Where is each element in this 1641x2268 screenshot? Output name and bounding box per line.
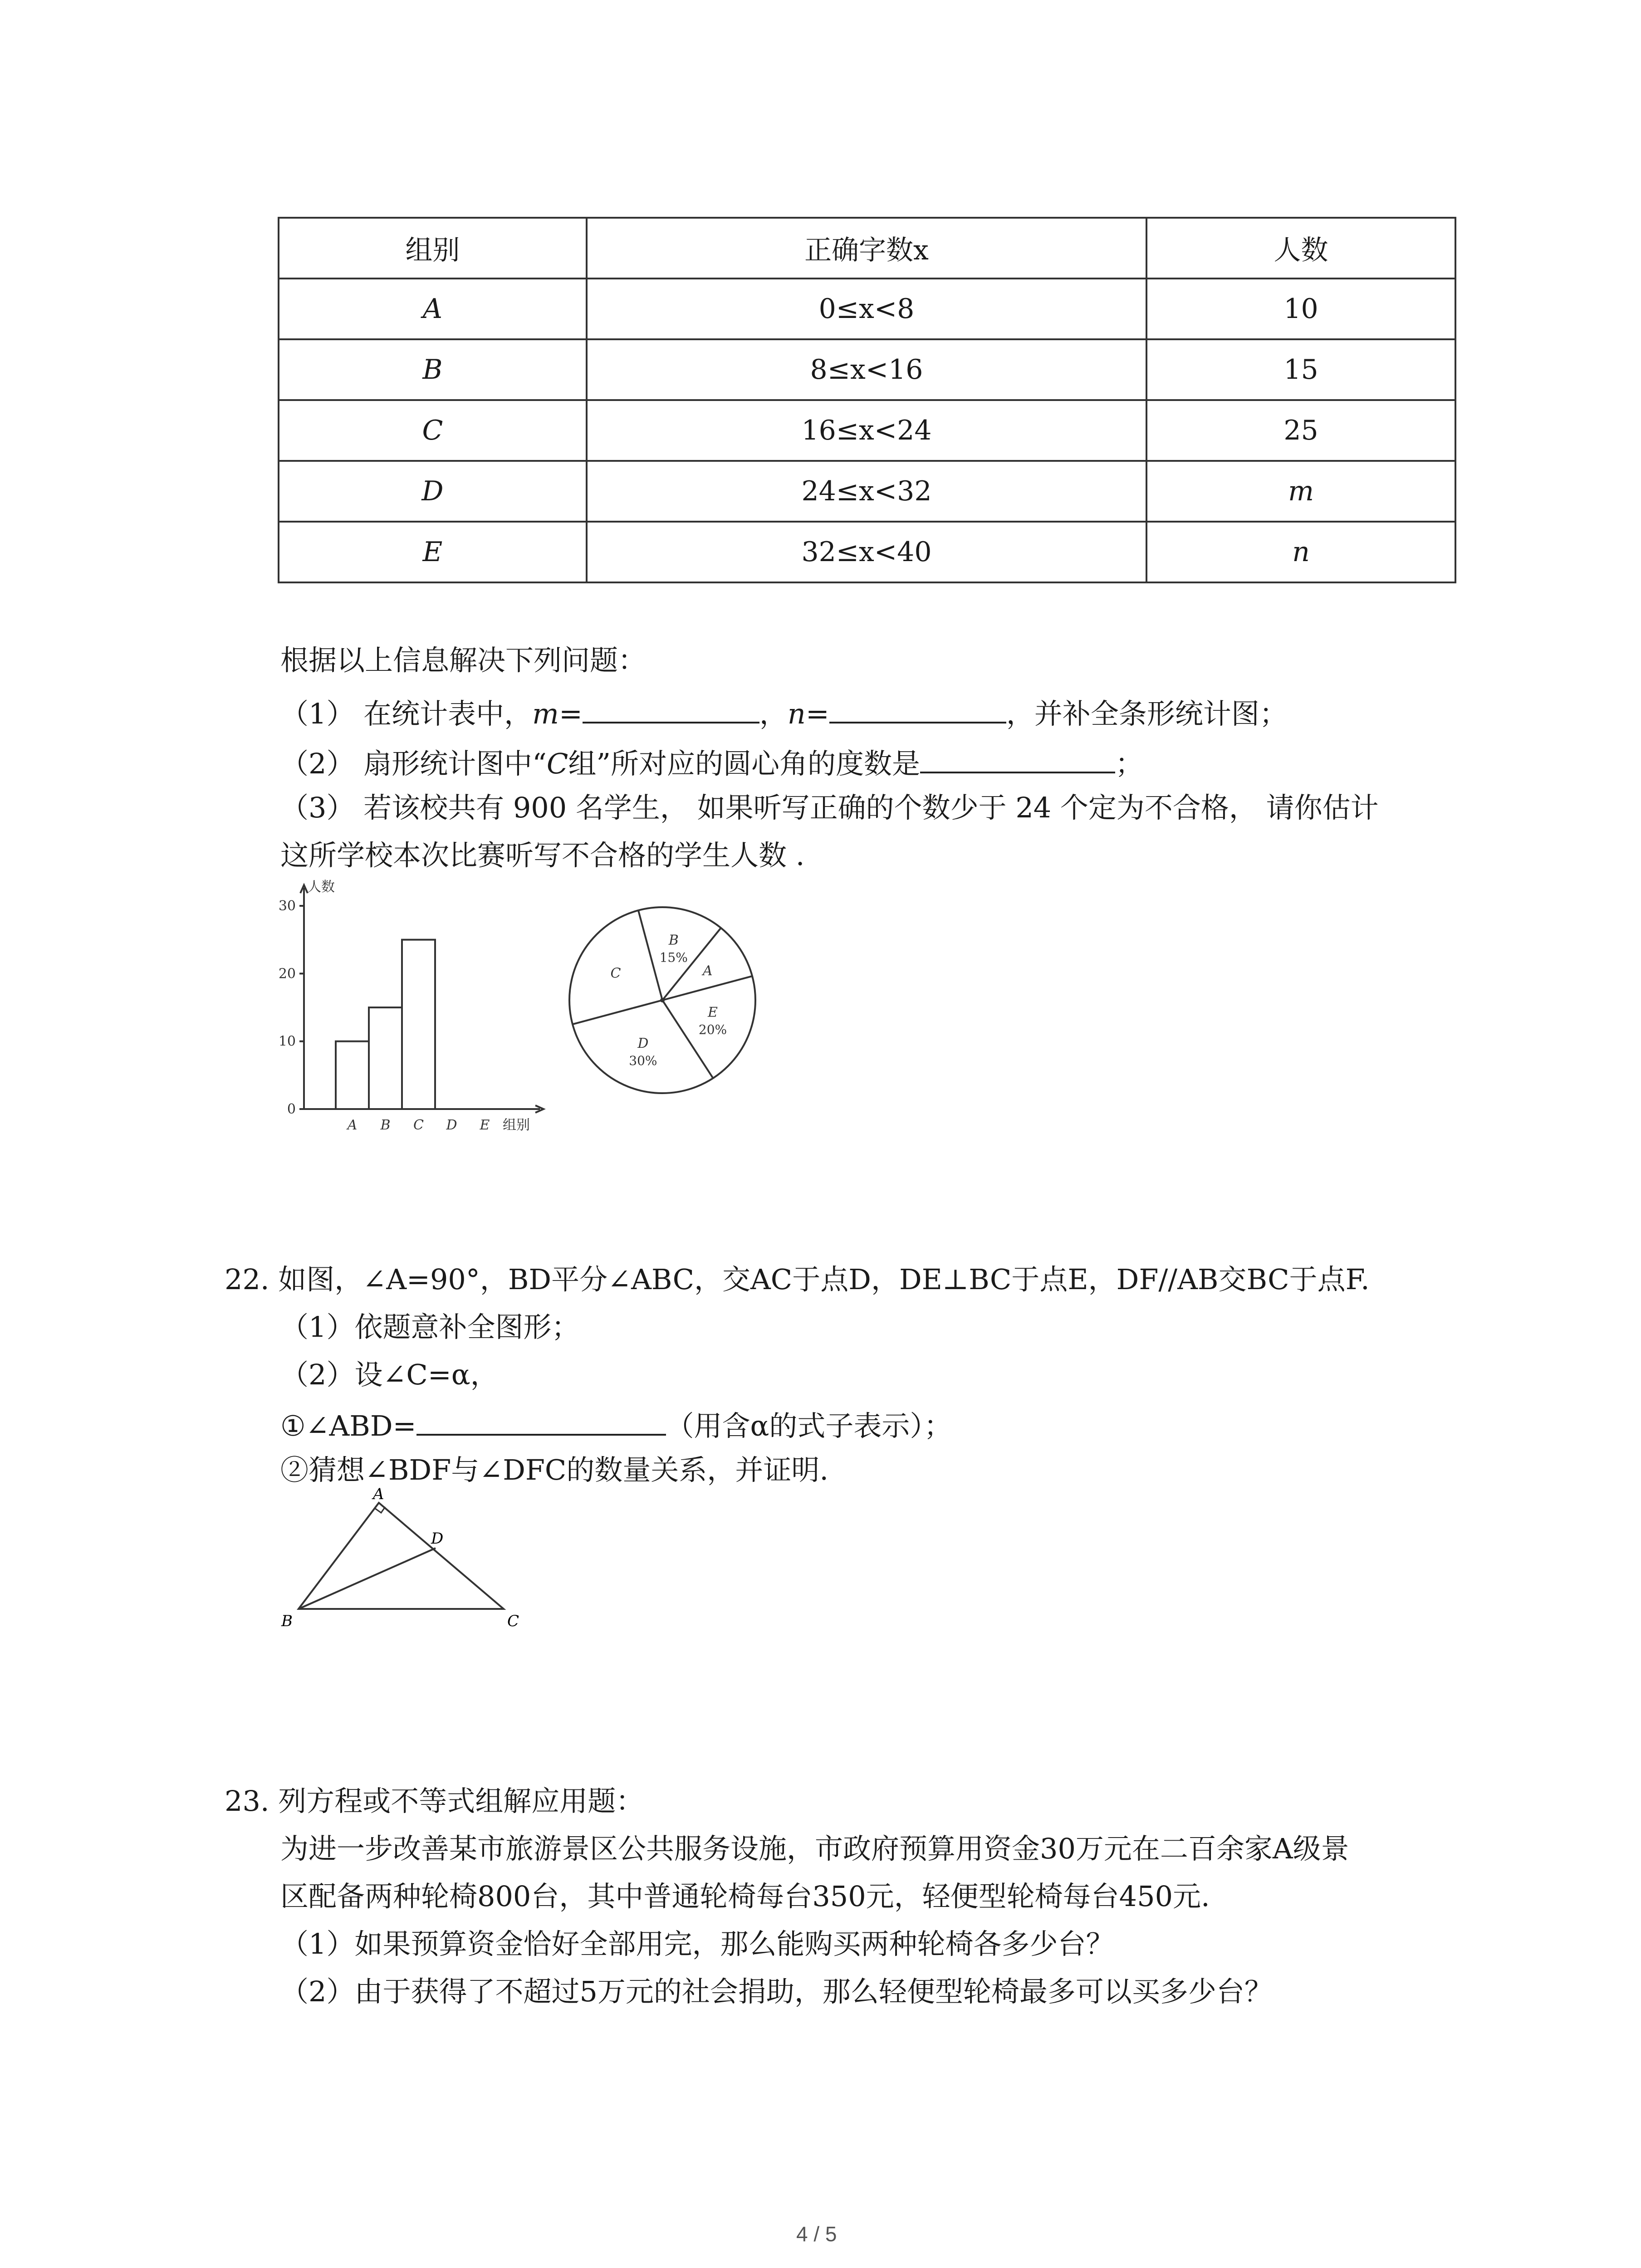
q22-part2-sub2: ②猜想∠BDF与∠DFC的数量关系，并证明. xyxy=(280,1453,829,1486)
q23-part2: （2）由于获得了不超过5万元的社会捐助，那么轻便型轮椅最多可以买多少台？ xyxy=(280,1975,1273,2008)
slice-label-C: C xyxy=(610,965,621,982)
cell-count: n xyxy=(1146,522,1455,582)
x-axis-label: 组别 xyxy=(503,1117,530,1133)
slice-pct-E: 20% xyxy=(698,1022,727,1037)
cell-range: 16≤x<24 xyxy=(587,400,1146,461)
q23-context-line2: 区配备两种轮椅800台，其中普通轮椅每台350元，轻便型轮椅每台450元. xyxy=(280,1880,1210,1913)
slice-pct-B: 15% xyxy=(659,950,688,965)
q22-abd-label: ①∠ABD= xyxy=(280,1409,416,1442)
cell-group: B xyxy=(279,339,587,400)
table-row xyxy=(279,339,1455,400)
cell-range: 8≤x<16 xyxy=(587,339,1146,400)
slice-pct-D: 30% xyxy=(629,1053,657,1069)
q21-part2 xyxy=(280,746,1143,778)
vertex-c-label: C xyxy=(507,1612,519,1630)
cell-range: 0≤x<8 xyxy=(587,279,1146,339)
answer-blank-n[interactable] xyxy=(829,696,1006,723)
table-row xyxy=(279,461,1455,522)
y-tick-label: 0 xyxy=(287,1101,296,1117)
cell-count: 25 xyxy=(1146,400,1455,461)
q22-stem: 22. 如图，∠A=90°，BD平分∠ABC，交AC于点D，DE⊥BC于点E，DF//AB交BC于点F. xyxy=(225,1263,1370,1296)
cell-count: 10 xyxy=(1146,279,1455,339)
q22-part1: （1）依题意补全图形； xyxy=(280,1310,580,1344)
cell-group: A xyxy=(279,279,587,339)
header-range: 正确字数x xyxy=(587,218,1146,279)
q21-sep: ， xyxy=(759,697,788,730)
q21-n-label: n= xyxy=(787,697,829,730)
x-tick-label: A xyxy=(347,1117,358,1133)
bar-A xyxy=(336,1041,369,1109)
cell-range: 24≤x<32 xyxy=(587,461,1146,522)
bar-C xyxy=(402,940,435,1109)
cell-range: 32≤x<40 xyxy=(587,522,1146,582)
header-group: 组别 xyxy=(279,218,587,279)
slice-label-A: A xyxy=(702,963,713,979)
x-tick-label: B xyxy=(380,1117,391,1133)
vertex-a-label: A xyxy=(373,1485,384,1503)
cell-group: C xyxy=(279,400,587,461)
answer-blank-m[interactable] xyxy=(583,696,759,723)
x-tick-label: E xyxy=(480,1117,490,1133)
q21-c-label: C xyxy=(546,747,568,780)
bar-B xyxy=(369,1007,402,1109)
answer-blank-abd[interactable] xyxy=(416,1408,666,1436)
vertex-b-label: B xyxy=(281,1612,293,1630)
table-row xyxy=(279,400,1455,461)
q21-part1-end: ，并补全条形统计图； xyxy=(1006,697,1288,730)
slice-label-B: B xyxy=(668,932,679,948)
q22-part2-sub1 xyxy=(280,1408,952,1440)
q23-part1: （1）如果预算资金恰好全部用完，那么能购买两种轮椅各多少台？ xyxy=(280,1927,1114,1960)
cell-group: D xyxy=(279,461,587,522)
bisector-bd xyxy=(299,1548,436,1609)
table-row xyxy=(279,279,1455,339)
q22-part2: （2）设∠C=α， xyxy=(280,1358,499,1391)
cell-count: m xyxy=(1146,461,1455,522)
frequency-table xyxy=(278,217,1456,583)
page-number: 4 / 5 xyxy=(796,2222,837,2246)
header-count: 人数 xyxy=(1146,218,1455,279)
q21-intro: 根据以上信息解决下列问题： xyxy=(280,644,647,677)
q23-stem: 23. 列方程或不等式组解应用题： xyxy=(225,1784,644,1818)
point-d-label: D xyxy=(431,1530,444,1548)
triangle-abc xyxy=(299,1503,504,1609)
x-tick-label: D xyxy=(446,1117,457,1133)
q21-part3-line2: 这所学校本次比赛听写不合格的学生人数 . xyxy=(280,839,805,872)
q23-context-line1: 为进一步改善某市旅游景区公共服务设施，市政府预算用资金30万元在二百余家A级景 xyxy=(280,1832,1349,1865)
pie-center xyxy=(660,998,665,1002)
slice-label-D: D xyxy=(637,1036,649,1052)
x-tick-label: C xyxy=(413,1117,424,1133)
q21-m-label: m= xyxy=(532,697,583,730)
table-row xyxy=(279,522,1455,582)
q21-part3-line1: （3） 若该校共有 900 名学生， 如果听写正确的个数少于 24 个定为不合格， 请你估计 xyxy=(280,791,1379,824)
cell-count: 15 xyxy=(1146,339,1455,400)
y-tick-label: 10 xyxy=(278,1033,296,1050)
q21-part2-end: ； xyxy=(1115,747,1144,780)
answer-blank-angle[interactable] xyxy=(920,746,1115,773)
table-header-row xyxy=(279,218,1455,279)
pie-chart xyxy=(563,898,762,1107)
y-axis-label: 人数 xyxy=(308,879,335,895)
q21-part2-lead: （2） 扇形统计图中“ xyxy=(280,747,547,780)
bar-chart xyxy=(272,878,563,1141)
q21-part1-lead: （1） 在统计表中， xyxy=(280,697,533,730)
q21-part2-mid: 组”所对应的圆心角的度数是 xyxy=(568,747,921,780)
cell-group: E xyxy=(279,522,587,582)
triangle-figure xyxy=(272,1481,535,1631)
q21-part1 xyxy=(280,696,1288,728)
y-tick-label: 20 xyxy=(278,966,296,982)
q22-abd-hint: （用含α的式子表示）； xyxy=(666,1409,952,1442)
slice-label-E: E xyxy=(708,1004,718,1021)
y-tick-label: 30 xyxy=(278,898,296,914)
